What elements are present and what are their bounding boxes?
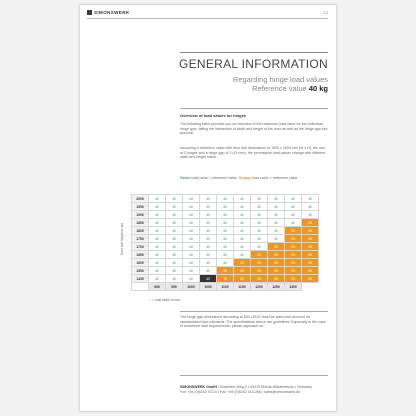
divider (180, 108, 328, 109)
load-value-cell: 40 (149, 227, 166, 235)
page-number: 1/3 (322, 10, 328, 15)
column-header-width: 1050 (200, 283, 217, 291)
load-value-cell: 40 (268, 203, 285, 211)
load-value-cell: 40 (217, 195, 234, 203)
table-row (132, 227, 319, 235)
column-header-width: 950 (166, 283, 183, 291)
load-value-cell: 35 (302, 243, 319, 251)
load-value-cell: 40 (234, 235, 251, 243)
color-legend (180, 176, 298, 180)
table-row (132, 259, 319, 267)
load-value-cell: 40 (183, 203, 200, 211)
load-value-cell: 35 (302, 259, 319, 267)
row-header-height: 1800 (132, 227, 149, 235)
load-value-cell: 35 (302, 227, 319, 235)
table-row (132, 251, 319, 259)
x-axis-label: ↑ = Leaf width in mm (149, 298, 181, 302)
subtitle-line: Regarding hinge load values (232, 75, 328, 84)
load-value-cell: 40 (166, 227, 183, 235)
legend-orange-text: load value < reference value. (251, 176, 299, 180)
load-value-cell: 40 (200, 235, 217, 243)
table-row (132, 235, 319, 243)
load-value-cell: 40 (166, 219, 183, 227)
load-value-cell: 40 (217, 251, 234, 259)
load-value-cell: 35 (285, 227, 302, 235)
load-value-cell: 35 (234, 275, 251, 283)
load-value-cell: 35 (268, 267, 285, 275)
load-value-cell: 40 (251, 211, 268, 219)
load-value-cell: 40 (149, 211, 166, 219)
load-value-cell: 40 (183, 219, 200, 227)
load-value-cell: 40 (166, 243, 183, 251)
row-header-height: 1550 (132, 267, 149, 275)
load-value-cell: 40 (268, 211, 285, 219)
x-axis-label-text: Leaf width in mm (154, 298, 181, 302)
row-header-height: 1435 (132, 275, 149, 283)
load-value-cell: 40 (149, 219, 166, 227)
load-value-cell: 35 (285, 243, 302, 251)
column-header-row (132, 283, 319, 291)
section-heading: Overview of load values for hinges (180, 113, 247, 118)
load-value-cell: 40 (268, 235, 285, 243)
load-value-cell: 40 (166, 211, 183, 219)
load-value-cell: 40 (217, 219, 234, 227)
legend-green-text: load value = reference value, (190, 176, 239, 180)
load-value-cell: 40 (166, 203, 183, 211)
load-value-cell: 40 (268, 219, 285, 227)
table-row (132, 243, 319, 251)
load-value-cell: 40 (183, 267, 200, 275)
footer-contact: Fon +49 (0)5242 413-0 • Fax +49 (0)5242 413-266 • sales@simonswerk.de (180, 390, 301, 394)
page-subtitle (233, 75, 328, 93)
load-value-cell: 40 (217, 259, 234, 267)
load-value-cell: 40 (149, 203, 166, 211)
load-value-cell: 35 (251, 251, 268, 259)
load-value-cell: 40 (234, 219, 251, 227)
load-value-cell: 40 (234, 195, 251, 203)
load-value-cell: 40 (200, 259, 217, 267)
row-header-height: 1850 (132, 219, 149, 227)
column-header-width: 1150 (234, 283, 251, 291)
load-value-cell: 35 (285, 235, 302, 243)
load-value-cell: 35 (302, 219, 319, 227)
load-value-cell: 35 (268, 243, 285, 251)
table-row (132, 195, 319, 203)
load-value-cell: 40 (217, 203, 234, 211)
load-value-cell: 40 (200, 275, 217, 283)
divider (180, 311, 328, 312)
footer-company: SIMONSWERK GmbH (180, 385, 217, 389)
row-header-height: 2000 (132, 195, 149, 203)
load-value-cell: 40 (166, 195, 183, 203)
column-header-width: 1200 (251, 283, 268, 291)
load-value-cell: 40 (217, 243, 234, 251)
load-value-cell: 40 (166, 251, 183, 259)
load-value-cell: 40 (302, 203, 319, 211)
column-header-width: 900 (149, 283, 166, 291)
load-value-cell: 40 (285, 195, 302, 203)
footer-address: • Bosfelder Weg 5 • 33378 Rheda-Wiedenbrück • Germany (216, 385, 312, 389)
load-value-cell: 40 (183, 259, 200, 267)
load-value-cell: 35 (302, 275, 319, 283)
load-value-cell: 40 (183, 195, 200, 203)
load-value-cell: 35 (302, 267, 319, 275)
y-axis-label: Door leaf height in mm (120, 222, 124, 255)
load-value-cell: 40 (217, 211, 234, 219)
load-value-cell: 35 (285, 251, 302, 259)
load-value-cell: 35 (285, 275, 302, 283)
load-value-cell: 40 (251, 195, 268, 203)
intro-paragraph: The following table provides you an overview of the maximum load value for the individual hinge type, taking the interaction of width and height of the door as well as the hinge gap into account. (180, 122, 328, 136)
load-value-cell: 35 (285, 267, 302, 275)
load-value-cell: 40 (200, 195, 217, 203)
divider (180, 52, 328, 53)
load-value-cell: 40 (268, 227, 285, 235)
table-corner (132, 283, 149, 291)
load-value-cell: 40 (251, 203, 268, 211)
table-row (132, 219, 319, 227)
row-header-height: 1700 (132, 243, 149, 251)
load-value-cell: 40 (183, 275, 200, 283)
load-value-cell: 35 (251, 259, 268, 267)
load-value-cell: 40 (166, 267, 183, 275)
reference-prefix: Reference value (252, 84, 309, 93)
load-value-cell: 40 (200, 243, 217, 251)
load-value-cell: 35 (302, 235, 319, 243)
load-value-cell: 40 (183, 227, 200, 235)
legend-orange-label: Orange (238, 176, 252, 180)
table-row (132, 203, 319, 211)
load-value-cell: 40 (234, 227, 251, 235)
reference-paragraph: Assuming a reference value with door leaf dimensions of 1000 x 2000 mm (W x H), the use of 2 hinges and a hinge gap of 3 (15 mm), the permissible load values change with different width and height ratios. (180, 146, 326, 160)
load-value-cell: 40 (149, 251, 166, 259)
load-value-table (131, 194, 319, 291)
load-value-cell: 40 (166, 275, 183, 283)
load-value-cell: 40 (149, 267, 166, 275)
load-value-cell: 40 (183, 235, 200, 243)
table-row (132, 267, 319, 275)
load-value-cell: 40 (200, 251, 217, 259)
row-header-height: 1950 (132, 203, 149, 211)
load-value-cell: 40 (234, 203, 251, 211)
load-value-cell: 35 (251, 267, 268, 275)
load-value-cell: 40 (200, 267, 217, 275)
load-value-cell: 40 (285, 219, 302, 227)
reference-line (233, 84, 328, 93)
column-header-width: 1250 (268, 283, 285, 291)
load-value-cell: 40 (234, 251, 251, 259)
divider (87, 18, 328, 19)
logo-mark-icon (87, 10, 92, 15)
load-value-cell: 40 (251, 227, 268, 235)
load-value-cell: 40 (302, 195, 319, 203)
legend-green-label: Green (180, 176, 191, 180)
load-value-cell: 40 (200, 219, 217, 227)
brand-name: SIMONSWERK (94, 10, 130, 15)
load-value-cell: 40 (200, 203, 217, 211)
load-value-cell: 40 (149, 195, 166, 203)
column-header-width: 1100 (217, 283, 234, 291)
load-value-cell: 40 (285, 211, 302, 219)
column-header-width: 1300 (285, 283, 302, 291)
load-value-cell: 40 (149, 275, 166, 283)
load-value-cell: 40 (285, 203, 302, 211)
load-value-cell: 40 (149, 259, 166, 267)
page-title: GENERAL INFORMATION (178, 57, 328, 71)
load-value-cell: 35 (251, 275, 268, 283)
load-value-cell: 40 (200, 227, 217, 235)
load-value-cell: 40 (268, 195, 285, 203)
load-value-cell: 40 (217, 227, 234, 235)
load-value-cell: 40 (200, 211, 217, 219)
load-value-cell: 40 (234, 243, 251, 251)
load-value-cell: 40 (251, 243, 268, 251)
divider (180, 375, 328, 376)
row-header-height: 1600 (132, 259, 149, 267)
load-value-cell: 40 (183, 251, 200, 259)
table-row (132, 275, 319, 283)
load-value-cell: 35 (302, 251, 319, 259)
load-value-cell: 35 (268, 251, 285, 259)
row-header-height: 1900 (132, 211, 149, 219)
table-row (132, 211, 319, 219)
notes-paragraph: The hinge gap dimensions according to DIN 18101 must be taken into account for standardised door elements. The specifications above are guidelines. Especially in the case of borderline load requirements, please approach us. (180, 315, 326, 329)
load-value-cell: 40 (166, 259, 183, 267)
reference-value: 40 kg (308, 84, 328, 93)
load-value-cell: 40 (183, 243, 200, 251)
load-value-cell: 40 (149, 243, 166, 251)
load-value-cell: 40 (217, 235, 234, 243)
page-footer (180, 385, 330, 395)
load-value-cell: 40 (251, 219, 268, 227)
brand-logo (87, 10, 130, 15)
load-value-cell: 40 (149, 235, 166, 243)
document-page (80, 5, 336, 411)
load-value-cell: 35 (217, 275, 234, 283)
load-value-cell: 40 (166, 235, 183, 243)
load-value-cell: 35 (217, 267, 234, 275)
load-value-cell: 35 (268, 259, 285, 267)
load-value-cell: 40 (251, 235, 268, 243)
load-value-cell: 40 (302, 211, 319, 219)
load-value-cell: 40 (183, 211, 200, 219)
column-header-width: 1000 (183, 283, 200, 291)
row-header-height: 1750 (132, 235, 149, 243)
load-value-cell: 35 (268, 275, 285, 283)
load-value-cell: 35 (285, 259, 302, 267)
load-value-cell: 35 (234, 259, 251, 267)
load-value-cell: 35 (234, 267, 251, 275)
load-value-cell: 40 (234, 211, 251, 219)
row-header-height: 1650 (132, 251, 149, 259)
